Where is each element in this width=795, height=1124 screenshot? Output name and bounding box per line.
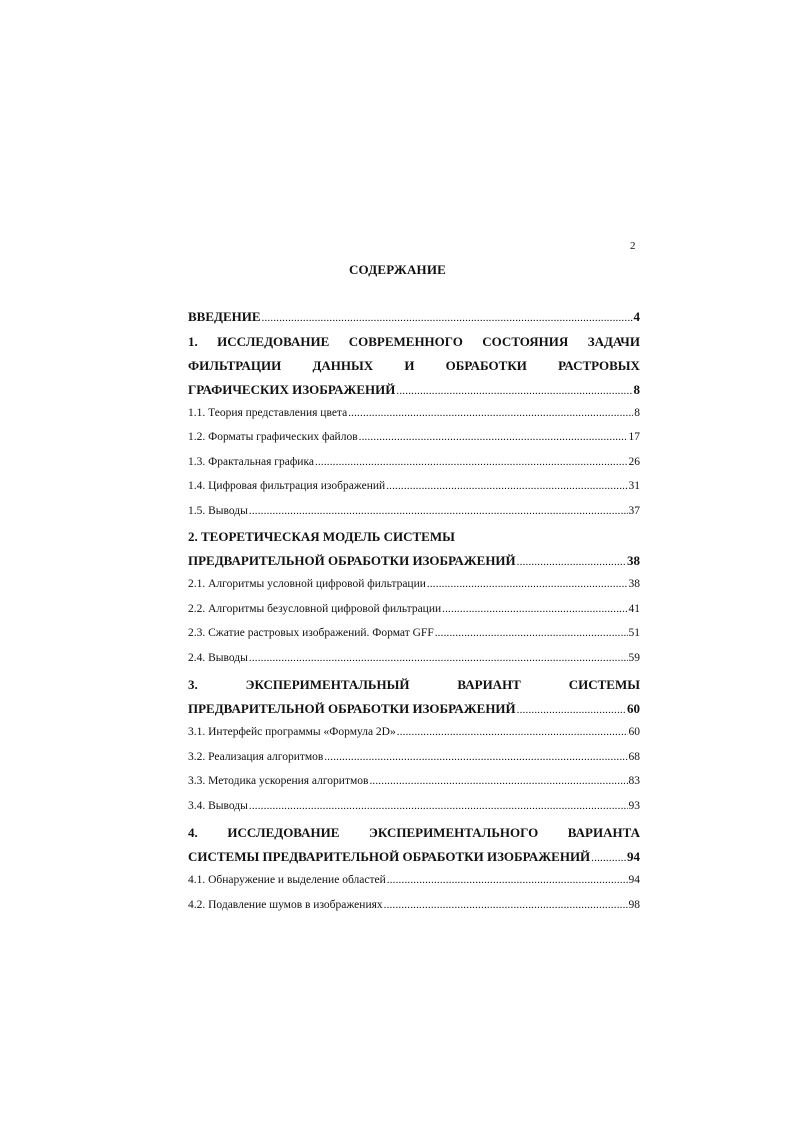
toc-entry-2-1[interactable] <box>188 578 640 596</box>
toc-chapter-2-line-1[interactable] <box>188 529 640 547</box>
toc-entry-label: 1.1. Теория представления цвета <box>188 407 348 419</box>
dot-leader <box>249 652 628 664</box>
dot-leader <box>396 382 632 398</box>
toc-page-number: 38 <box>628 578 640 590</box>
toc-entry-intro[interactable] <box>188 309 640 327</box>
toc-entry-2-2[interactable] <box>188 603 640 621</box>
toc-word: ОБРАБОТКИ <box>445 358 527 373</box>
dot-leader <box>591 849 626 865</box>
toc-entry-label: 2.1. Алгоритмы условной цифровой фильтрации <box>188 578 426 590</box>
toc-entry-label: СИСТЕМЫ ПРЕДВАРИТЕЛЬНОЙ ОБРАБОТКИ ИЗОБРАЖЕНИЙ <box>188 849 591 864</box>
toc-word: 3. <box>188 677 198 692</box>
dot-leader <box>427 578 628 590</box>
dot-leader <box>249 505 628 517</box>
toc-chapter-4-line-1[interactable] <box>188 825 640 843</box>
toc-word: И <box>404 358 415 373</box>
dot-leader <box>348 407 633 419</box>
toc-page-number: 8 <box>634 407 640 419</box>
toc-page-number: 59 <box>628 652 640 664</box>
dot-leader <box>262 309 633 325</box>
toc-page-number: 31 <box>628 480 640 492</box>
toc-chapter-3-line-2[interactable] <box>188 701 640 719</box>
toc-entry-4-2[interactable] <box>188 899 640 917</box>
dot-leader <box>384 899 628 911</box>
toc-entry-1-5[interactable] <box>188 505 640 523</box>
toc-word: ЭКСПЕРИМЕНТАЛЬНЫЙ <box>245 677 410 692</box>
toc-entry-label: 1.5. Выводы <box>188 505 248 517</box>
toc-entry-2-3[interactable] <box>188 627 640 645</box>
toc-page-number: 41 <box>628 603 640 615</box>
toc-entry-label: 4.2. Подавление шумов в изображениях <box>188 899 383 911</box>
toc-entry-label: ВВЕДЕНИЕ <box>188 309 261 324</box>
dot-leader <box>442 603 627 615</box>
toc-page-number: 93 <box>628 800 640 812</box>
toc-chapter-1-line-3[interactable] <box>188 382 640 400</box>
toc-page-number: 98 <box>628 899 640 911</box>
toc-word: 1. <box>188 334 198 349</box>
toc-entry-1-2[interactable] <box>188 431 640 449</box>
toc-word: ИССЛЕДОВАНИЕ <box>227 825 340 840</box>
toc-page-number: 94 <box>627 849 640 864</box>
toc-page-number: 37 <box>628 505 640 517</box>
toc-word: ФИЛЬТРАЦИИ <box>188 358 282 373</box>
toc-word: 4. <box>188 825 198 840</box>
dot-leader <box>386 480 627 492</box>
dot-leader <box>387 874 628 886</box>
toc-word: ИССЛЕДОВАНИЕ <box>217 334 330 349</box>
toc-page-number: 8 <box>633 382 640 397</box>
page-title: СОДЕРЖАНИЕ <box>348 262 447 277</box>
toc-chapter-1-line-2[interactable] <box>188 358 640 376</box>
toc-entry-label: 3.4. Выводы <box>188 800 248 812</box>
toc-chapter-2-line-2[interactable] <box>188 553 640 571</box>
toc-entry-label: 1.2. Форматы графических файлов <box>188 431 358 443</box>
toc-entry-label: ПРЕДВАРИТЕЛЬНОЙ ОБРАБОТКИ ИЗОБРАЖЕНИЙ <box>188 553 516 568</box>
toc-page-number: 26 <box>628 456 640 468</box>
toc-entry-label: 1.4. Цифровая фильтрация изображений <box>188 480 386 492</box>
toc-page-number: 83 <box>628 775 640 787</box>
toc-entry-4-1[interactable] <box>188 874 640 892</box>
toc-page-number: 38 <box>627 553 640 568</box>
toc-entry-label: ПРЕДВАРИТЕЛЬНОЙ ОБРАБОТКИ ИЗОБРАЖЕНИЙ <box>188 701 516 716</box>
toc-chapter-3-line-1[interactable] <box>188 677 640 695</box>
toc-entry-label: 2.2. Алгоритмы безусловной цифровой фильтрации <box>188 603 442 615</box>
toc-entry-label: 3.1. Интерфейс программы «Формула 2D» <box>188 726 396 738</box>
dot-leader <box>517 701 626 717</box>
toc-entry-label: 4.1. Обнаружение и выделение областей <box>188 874 386 886</box>
toc-word: ВАРИАНТ <box>457 677 521 692</box>
toc-chapter-1-line-1[interactable] <box>188 334 640 352</box>
dot-leader <box>397 726 628 738</box>
toc-word: СОСТОЯНИЯ <box>482 334 569 349</box>
toc-entry-label: 3.2. Реализация алгоритмов <box>188 751 324 763</box>
toc-word: СОВРЕМЕННОГО <box>348 334 463 349</box>
dot-leader <box>517 553 626 569</box>
toc-page-number: 4 <box>633 309 640 324</box>
toc-word: ЗАДАЧИ <box>587 334 640 349</box>
toc-entry-1-1[interactable] <box>188 407 640 425</box>
toc-page-number: 68 <box>628 751 640 763</box>
dot-leader <box>324 751 627 763</box>
dot-leader <box>315 456 628 468</box>
dot-leader <box>249 800 628 812</box>
toc-page-number: 17 <box>628 431 640 443</box>
toc-word: ВАРИАНТА <box>567 825 640 840</box>
dot-leader <box>369 775 627 787</box>
toc-word: РАСТРОВЫХ <box>558 358 640 373</box>
toc-entry-3-3[interactable] <box>188 775 640 793</box>
toc-entry-label: 2. ТЕОРЕТИЧЕСКАЯ МОДЕЛЬ СИСТЕМЫ <box>188 529 455 544</box>
toc-entry-3-1[interactable] <box>188 726 640 744</box>
dot-leader <box>359 431 628 443</box>
toc-page-number: 60 <box>628 726 640 738</box>
toc-entry-label: 1.3. Фрактальная графика <box>188 456 314 468</box>
dot-leader <box>435 627 628 639</box>
toc-word: СИСТЕМЫ <box>568 677 640 692</box>
toc-entry-1-4[interactable] <box>188 480 640 498</box>
toc-page-number: 60 <box>627 701 640 716</box>
toc-entry-label: 2.4. Выводы <box>188 652 248 664</box>
toc-entry-2-4[interactable] <box>188 652 640 670</box>
toc-page-number: 51 <box>628 627 640 639</box>
toc-entry-label: ГРАФИЧЕСКИХ ИЗОБРАЖЕНИЙ <box>188 382 396 397</box>
toc-entry-3-4[interactable] <box>188 800 640 818</box>
toc-word: ДАННЫХ <box>312 358 374 373</box>
toc-entry-label: 3.3. Методика ускорения алгоритмов <box>188 775 369 787</box>
toc-word: ЭКСПЕРИМЕНТАЛЬНОГО <box>369 825 539 840</box>
toc-entry-1-3[interactable] <box>188 456 640 474</box>
toc-chapter-4-line-2[interactable] <box>188 849 640 867</box>
toc-entry-3-2[interactable] <box>188 751 640 769</box>
page-number: 2 <box>630 240 636 252</box>
toc-entry-label: 2.3. Сжатие растровых изображений. Формат GFF <box>188 627 434 639</box>
toc-page-number: 94 <box>628 874 640 886</box>
